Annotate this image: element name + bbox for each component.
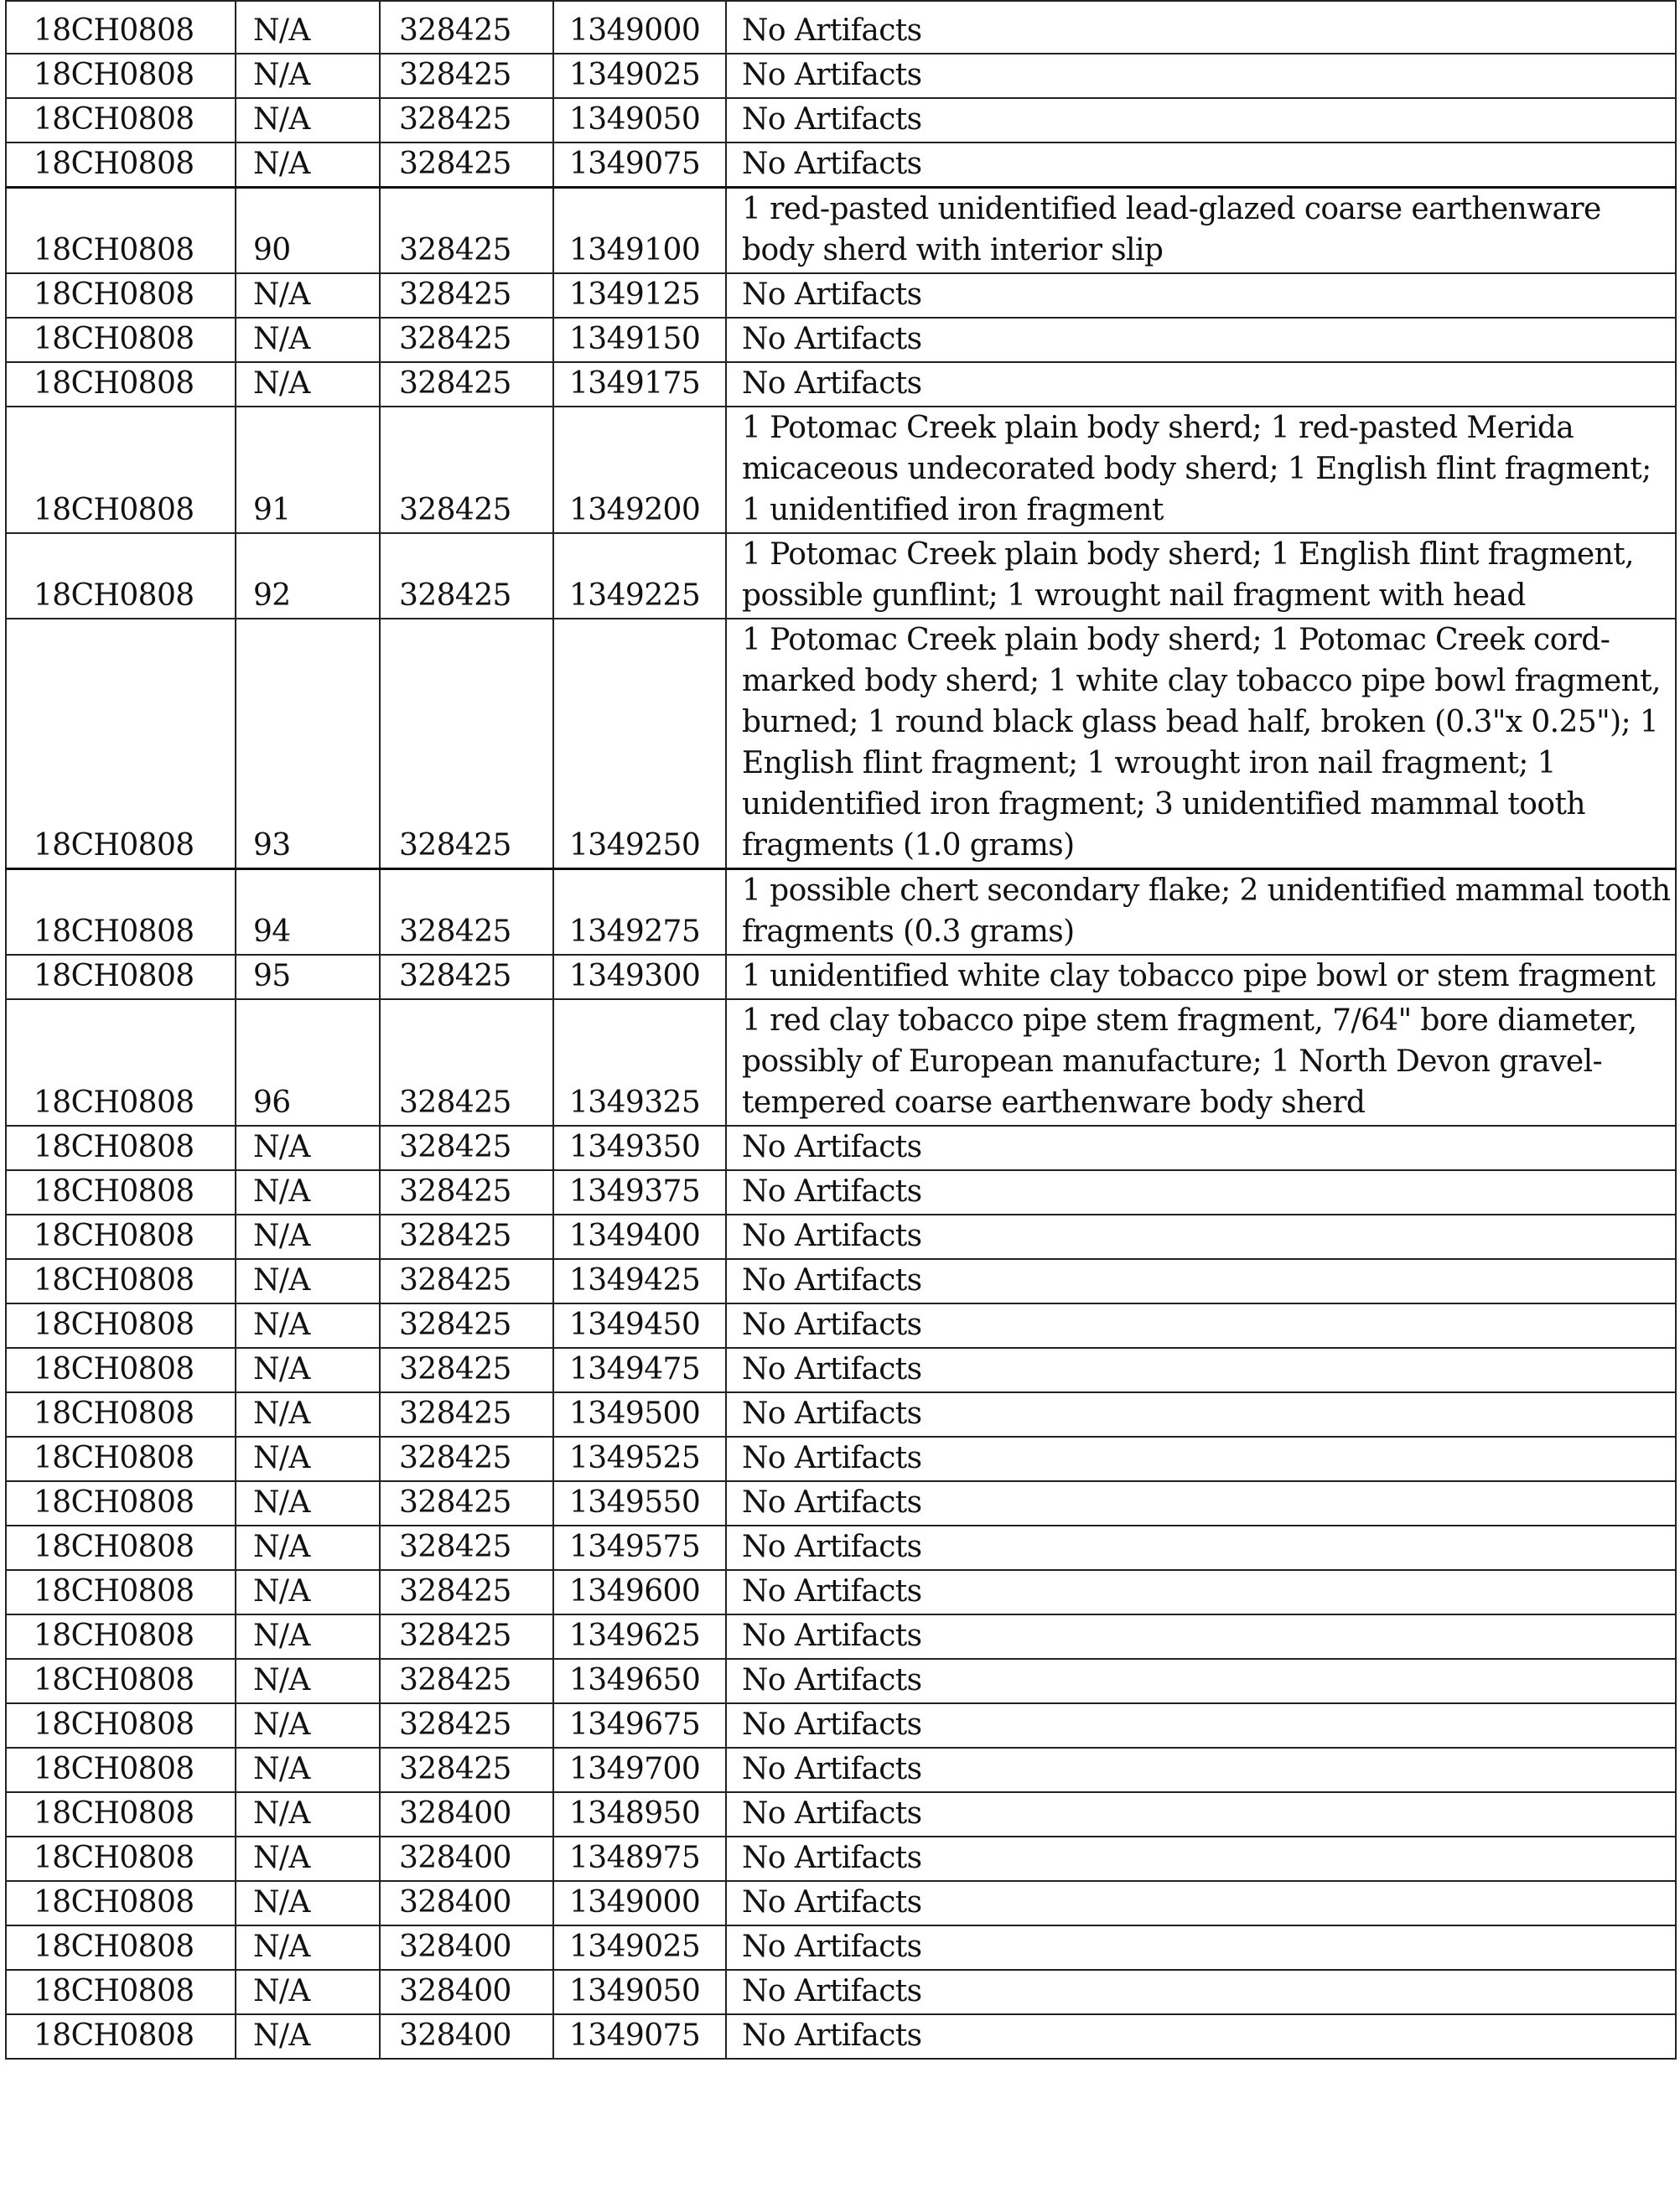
easting-cell: 1349625 [553,1614,726,1659]
easting-cell: 1349150 [553,318,726,362]
northing-cell: 328425 [380,1614,553,1659]
artifact-description-cell: No Artifacts [726,1,1676,54]
site-number-cell: 18CH0808 [6,1526,236,1570]
table-row [6,143,1676,188]
catalog-number-cell: N/A [236,54,380,98]
northing-cell: 328400 [380,1970,553,2014]
easting-cell: 1349600 [553,1570,726,1614]
artifact-description-cell: No Artifacts [726,1570,1676,1614]
catalog-number-cell: N/A [236,1526,380,1570]
artifact-description-cell: 1 Potomac Creek plain body sherd; 1 red-pasted Merida micaceous undecorated body sherd; 1 English flint fragment; 1 unidentified iron fragment [726,407,1676,533]
easting-cell: 1349175 [553,362,726,407]
site-number-cell: 18CH0808 [6,2014,236,2059]
table-row [6,619,1676,869]
catalog-number-cell: N/A [236,1170,380,1215]
artifact-description-cell: No Artifacts [726,1437,1676,1481]
catalog-number-cell: 96 [236,999,380,1126]
northing-cell: 328425 [380,188,553,274]
artifact-description-cell: No Artifacts [726,1748,1676,1792]
catalog-number-cell: N/A [236,318,380,362]
catalog-number-cell: N/A [236,1481,380,1526]
artifact-description-cell: No Artifacts [726,1614,1676,1659]
catalog-number-cell: N/A [236,2014,380,2059]
artifact-description-cell: 1 red-pasted unidentified lead-glazed coarse earthenware body sherd with interior slip [726,188,1676,274]
northing-cell: 328425 [380,1703,553,1748]
easting-cell: 1349700 [553,1748,726,1792]
artifact-description-cell: 1 red clay tobacco pipe stem fragment, 7/64" bore diameter, possibly of European manufacture; 1 North Devon gravel-tempered coarse earthenware body sherd [726,999,1676,1126]
site-number-cell: 18CH0808 [6,1348,236,1392]
table-row [6,1614,1676,1659]
catalog-number-cell: N/A [236,1792,380,1837]
easting-cell: 1349000 [553,1,726,54]
catalog-number-cell: N/A [236,1570,380,1614]
site-number-cell: 18CH0808 [6,1392,236,1437]
table-body [6,1,1676,2059]
site-number-cell: 18CH0808 [6,98,236,143]
northing-cell: 328425 [380,1437,553,1481]
northing-cell: 328425 [380,1748,553,1792]
catalog-number-cell: N/A [236,1392,380,1437]
artifact-description-cell: No Artifacts [726,1837,1676,1881]
easting-cell: 1349025 [553,54,726,98]
artifact-description-cell: 1 possible chert secondary flake; 2 unidentified mammal tooth fragments (0.3 grams) [726,869,1676,956]
catalog-number-cell: N/A [236,1126,380,1170]
easting-cell: 1349450 [553,1303,726,1348]
artifact-description-cell: No Artifacts [726,2014,1676,2059]
table-row [6,1303,1676,1348]
northing-cell: 328425 [380,98,553,143]
northing-cell: 328425 [380,1126,553,1170]
site-number-cell: 18CH0808 [6,1925,236,1970]
artifact-description-cell: No Artifacts [726,1215,1676,1259]
easting-cell: 1349550 [553,1481,726,1526]
northing-cell: 328425 [380,533,553,619]
site-number-cell: 18CH0808 [6,1437,236,1481]
artifact-description-cell: No Artifacts [726,1659,1676,1703]
table-row [6,533,1676,619]
northing-cell: 328425 [380,1526,553,1570]
table-row [6,1881,1676,1925]
easting-cell: 1349225 [553,533,726,619]
northing-cell: 328425 [380,1348,553,1392]
catalog-number-cell: 92 [236,533,380,619]
site-number-cell: 18CH0808 [6,1259,236,1303]
table-row [6,1481,1676,1526]
artifact-description-cell: No Artifacts [726,1526,1676,1570]
easting-cell: 1349275 [553,869,726,956]
site-number-cell: 18CH0808 [6,1614,236,1659]
site-number-cell: 18CH0808 [6,188,236,274]
northing-cell: 328425 [380,869,553,956]
artifact-description-cell: No Artifacts [726,98,1676,143]
northing-cell: 328425 [380,1659,553,1703]
easting-cell: 1349650 [553,1659,726,1703]
catalog-number-cell: N/A [236,1837,380,1881]
catalog-number-cell: N/A [236,1881,380,1925]
easting-cell: 1349050 [553,98,726,143]
northing-cell: 328400 [380,2014,553,2059]
catalog-number-cell: N/A [236,98,380,143]
table-row [6,1348,1676,1392]
artifact-description-cell: No Artifacts [726,1881,1676,1925]
table-row [6,2014,1676,2059]
table-row [6,407,1676,533]
catalog-number-cell: N/A [236,1925,380,1970]
catalog-number-cell: N/A [236,1,380,54]
artifact-inventory-table [5,0,1677,2060]
site-number-cell: 18CH0808 [6,1792,236,1837]
site-number-cell: 18CH0808 [6,533,236,619]
northing-cell: 328425 [380,273,553,318]
catalog-number-cell: N/A [236,1659,380,1703]
easting-cell: 1349500 [553,1392,726,1437]
site-number-cell: 18CH0808 [6,1570,236,1614]
easting-cell: 1349675 [553,1703,726,1748]
site-number-cell: 18CH0808 [6,1748,236,1792]
northing-cell: 328425 [380,999,553,1126]
table-row [6,1259,1676,1303]
artifact-description-cell: No Artifacts [726,143,1676,188]
northing-cell: 328425 [380,1,553,54]
easting-cell: 1349250 [553,619,726,869]
catalog-number-cell: N/A [236,1614,380,1659]
catalog-number-cell: N/A [236,1259,380,1303]
easting-cell: 1348975 [553,1837,726,1881]
artifact-description-cell: No Artifacts [726,1170,1676,1215]
easting-cell: 1349525 [553,1437,726,1481]
artifact-description-cell: 1 Potomac Creek plain body sherd; 1 Potomac Creek cord-marked body sherd; 1 white clay tobacco pipe bowl fragment, burned; 1 round black glass bead half, broken (0.3"x 0.25"); 1 English flint fragment; 1 wrought iron nail fragment; 1 unidentified iron fragment; 3 unidentified mammal tooth fragments (1.0 grams) [726,619,1676,869]
site-number-cell: 18CH0808 [6,1303,236,1348]
table-row [6,1659,1676,1703]
easting-cell: 1349050 [553,1970,726,2014]
table-row [6,1970,1676,2014]
catalog-number-cell: N/A [236,1437,380,1481]
catalog-number-cell: N/A [236,1703,380,1748]
table-row [6,1570,1676,1614]
northing-cell: 328425 [380,1170,553,1215]
northing-cell: 328425 [380,1392,553,1437]
table-row [6,869,1676,956]
site-number-cell: 18CH0808 [6,1703,236,1748]
site-number-cell: 18CH0808 [6,999,236,1126]
artifact-description-cell: No Artifacts [726,1703,1676,1748]
northing-cell: 328425 [380,1570,553,1614]
artifact-description-cell: 1 unidentified white clay tobacco pipe bowl or stem fragment [726,955,1676,999]
site-number-cell: 18CH0808 [6,1837,236,1881]
site-number-cell: 18CH0808 [6,362,236,407]
table-row [6,318,1676,362]
table-row [6,98,1676,143]
northing-cell: 328425 [380,318,553,362]
artifact-description-cell: No Artifacts [726,1303,1676,1348]
site-number-cell: 18CH0808 [6,955,236,999]
table-row [6,1437,1676,1481]
site-number-cell: 18CH0808 [6,54,236,98]
artifact-description-cell: No Artifacts [726,1392,1676,1437]
table-row [6,1925,1676,1970]
catalog-number-cell: N/A [236,1970,380,2014]
site-number-cell: 18CH0808 [6,407,236,533]
table-row [6,955,1676,999]
artifact-description-cell: No Artifacts [726,1792,1676,1837]
easting-cell: 1348950 [553,1792,726,1837]
catalog-number-cell: N/A [236,1348,380,1392]
artifact-description-cell: 1 Potomac Creek plain body sherd; 1 English flint fragment, possible gunflint; 1 wrought nail fragment with head [726,533,1676,619]
table-row [6,54,1676,98]
easting-cell: 1349375 [553,1170,726,1215]
northing-cell: 328425 [380,1481,553,1526]
artifact-description-cell: No Artifacts [726,1126,1676,1170]
table-row [6,188,1676,274]
table-row [6,1215,1676,1259]
easting-cell: 1349025 [553,1925,726,1970]
table-row [6,999,1676,1126]
site-number-cell: 18CH0808 [6,1881,236,1925]
easting-cell: 1349200 [553,407,726,533]
catalog-number-cell: 93 [236,619,380,869]
table-row [6,1170,1676,1215]
artifact-description-cell: No Artifacts [726,1348,1676,1392]
easting-cell: 1349475 [553,1348,726,1392]
easting-cell: 1349575 [553,1526,726,1570]
table-row [6,1703,1676,1748]
artifact-description-cell: No Artifacts [726,1925,1676,1970]
site-number-cell: 18CH0808 [6,143,236,188]
catalog-number-cell: N/A [236,1215,380,1259]
easting-cell: 1349300 [553,955,726,999]
table-row [6,1126,1676,1170]
northing-cell: 328400 [380,1925,553,1970]
artifact-description-cell: No Artifacts [726,1259,1676,1303]
site-number-cell: 18CH0808 [6,1126,236,1170]
site-number-cell: 18CH0808 [6,1215,236,1259]
catalog-number-cell: 95 [236,955,380,999]
site-number-cell: 18CH0808 [6,273,236,318]
table-row [6,1392,1676,1437]
table-row [6,273,1676,318]
artifact-description-cell: No Artifacts [726,362,1676,407]
artifact-description-cell: No Artifacts [726,54,1676,98]
northing-cell: 328425 [380,362,553,407]
table-row [6,1792,1676,1837]
catalog-number-cell: N/A [236,1748,380,1792]
easting-cell: 1349000 [553,1881,726,1925]
northing-cell: 328425 [380,407,553,533]
catalog-number-cell: N/A [236,1303,380,1348]
northing-cell: 328400 [380,1881,553,1925]
table-row [6,1,1676,54]
northing-cell: 328425 [380,1259,553,1303]
catalog-number-cell: N/A [236,273,380,318]
site-number-cell: 18CH0808 [6,1481,236,1526]
catalog-number-cell: 90 [236,188,380,274]
table-row [6,362,1676,407]
easting-cell: 1349325 [553,999,726,1126]
site-number-cell: 18CH0808 [6,1170,236,1215]
easting-cell: 1349400 [553,1215,726,1259]
northing-cell: 328425 [380,143,553,188]
site-number-cell: 18CH0808 [6,869,236,956]
northing-cell: 328425 [380,54,553,98]
catalog-number-cell: 91 [236,407,380,533]
site-number-cell: 18CH0808 [6,318,236,362]
catalog-number-cell: N/A [236,362,380,407]
artifact-description-cell: No Artifacts [726,1970,1676,2014]
easting-cell: 1349125 [553,273,726,318]
table-row [6,1837,1676,1881]
catalog-number-cell: N/A [236,143,380,188]
northing-cell: 328425 [380,1303,553,1348]
table-row [6,1526,1676,1570]
catalog-number-cell: 94 [236,869,380,956]
northing-cell: 328425 [380,619,553,869]
table-row [6,1748,1676,1792]
site-number-cell: 18CH0808 [6,619,236,869]
artifact-description-cell: No Artifacts [726,273,1676,318]
northing-cell: 328425 [380,1215,553,1259]
artifact-description-cell: No Artifacts [726,1481,1676,1526]
easting-cell: 1349075 [553,2014,726,2059]
artifact-description-cell: No Artifacts [726,318,1676,362]
easting-cell: 1349075 [553,143,726,188]
site-number-cell: 18CH0808 [6,1,236,54]
site-number-cell: 18CH0808 [6,1659,236,1703]
northing-cell: 328425 [380,955,553,999]
northing-cell: 328400 [380,1792,553,1837]
site-number-cell: 18CH0808 [6,1970,236,2014]
easting-cell: 1349350 [553,1126,726,1170]
northing-cell: 328400 [380,1837,553,1881]
easting-cell: 1349425 [553,1259,726,1303]
easting-cell: 1349100 [553,188,726,274]
